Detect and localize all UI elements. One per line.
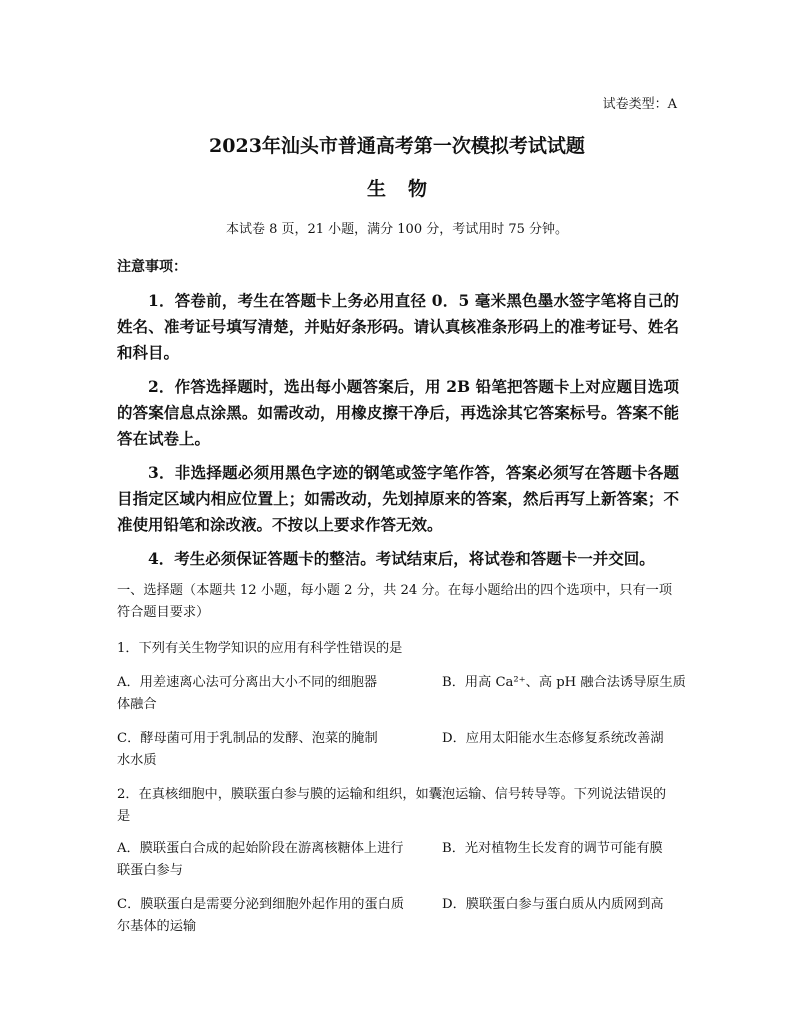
option-continuation: 联蛋白参与 xyxy=(117,863,183,878)
exam-description: 本试卷 8 页，21 小题，满分 100 分，考试用时 75 分钟。 xyxy=(225,222,569,237)
notice-item: 1．答卷前，考生在答题卡上务必用直径 0．5 毫米黑色墨水签字笔将自己的姓名、准考证号填写清楚，并贴好条形码。请认真核准条形码上的准考证号、姓名和科目。 xyxy=(117,291,679,362)
option-c: C．膜联蛋白是需要分泌到细胞外起作用的蛋白质 xyxy=(117,897,405,912)
question-2-stem-line2: 是 xyxy=(117,809,131,824)
option-d: D．应用太阳能水生态修复系统改善湖 xyxy=(442,731,664,746)
notice-item: 2．作答选择题时，选出每小题答案后，用 2B 铅笔把答题卡上对应题目选项的答案信息点涂黑。如需改动，用橡皮擦干净后，再选涂其它答案标号。答案不能答在试卷上。 xyxy=(117,377,679,448)
notice-heading: 注意事项： xyxy=(117,259,187,275)
option-continuation: 水水质 xyxy=(117,753,157,768)
page-title: 2023年汕头市普通高考第一次模拟考试试题 xyxy=(209,135,585,157)
notice-item: 4．考生必须保证答题卡的整洁。考试结束后，将试卷和答题卡一并交回。 xyxy=(148,549,655,568)
option-c: C．酵母菌可用于乳制品的发酵、泡菜的腌制 xyxy=(117,731,378,746)
option-a: A．膜联蛋白合成的起始阶段在游离核糖体上进行 xyxy=(117,841,404,856)
subject-heading: 生物 xyxy=(366,178,449,200)
option-continuation: 体融合 xyxy=(117,697,157,712)
section-heading: 一、选择题（本题共 12 小题，每小题 2 分，共 24 分。在每小题给出的四个选项中，只有一项符合题目要求） xyxy=(117,583,673,620)
paper-type-label: 试卷类型：A xyxy=(602,97,677,112)
option-b: B．用高 Ca²⁺、高 pH 融合法诱导原生质 xyxy=(442,675,686,690)
notice-list xyxy=(117,288,679,580)
question-1-stem: 1．下列有关生物学知识的应用有科学性错误的是 xyxy=(117,641,403,656)
question-2-stem-line1: 2．在真核细胞中，膜联蛋白参与膜的运输和组织，如囊泡运输、信号转导等。下列说法错误的 xyxy=(117,787,667,802)
notice-item: 3．非选择题必须用黑色字迹的钢笔或签字笔作答，答案必须写在答题卡各题目指定区域内相应位置上；如需改动，先划掉原来的答案，然后再写上新答案；不准使用铅笔和涂改液。不按以上要求作答无效。 xyxy=(117,463,679,534)
option-continuation: 尔基体的运输 xyxy=(117,919,197,934)
option-a: A．用差速离心法可分离出大小不同的细胞器 xyxy=(117,675,378,690)
option-d: D．膜联蛋白参与蛋白质从内质网到高 xyxy=(442,897,664,912)
option-b: B．光对植物生长发育的调节可能有膜 xyxy=(442,841,663,856)
